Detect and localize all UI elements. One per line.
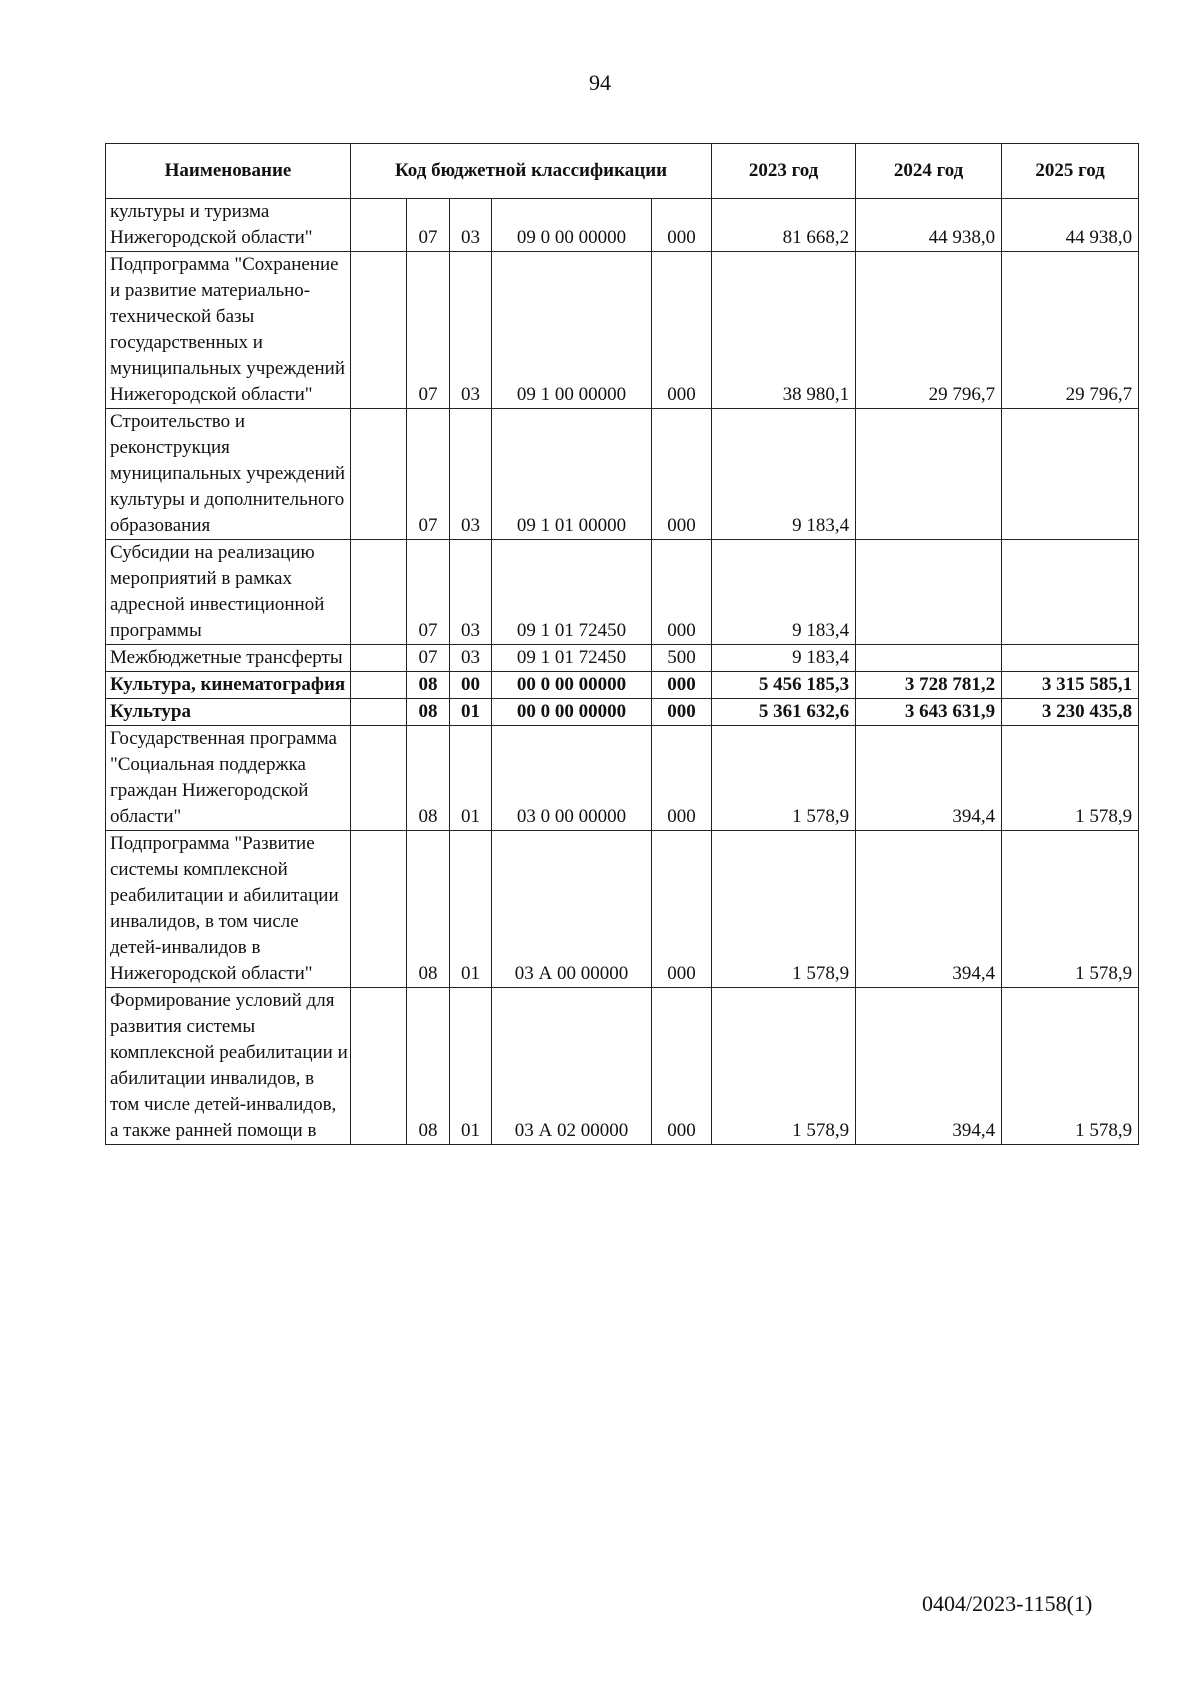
row-section: 07 [407, 199, 450, 252]
row-target: 00 0 00 00000 [492, 672, 652, 699]
row-code-blank [351, 672, 407, 699]
row-subsection: 01 [450, 988, 492, 1145]
row-2025: 44 938,0 [1002, 199, 1139, 252]
row-2023: 9 183,4 [712, 645, 856, 672]
row-name: Формирование условий для развития системы комплексной реабилитации и абилитации инвалидов, в том числе детей-инвалидов, а также ранней помощи в [106, 988, 351, 1145]
table-row [106, 726, 1139, 831]
row-2025 [1002, 409, 1139, 540]
header-2025: 2025 год [1002, 144, 1139, 199]
row-target: 03 0 00 00000 [492, 726, 652, 831]
row-expense-type: 500 [652, 645, 712, 672]
row-subsection: 01 [450, 726, 492, 831]
row-subsection: 00 [450, 672, 492, 699]
row-subsection: 03 [450, 645, 492, 672]
row-code-blank [351, 988, 407, 1145]
row-target: 09 0 00 00000 [492, 199, 652, 252]
row-code-blank [351, 831, 407, 988]
row-subsection: 01 [450, 831, 492, 988]
row-2023: 1 578,9 [712, 726, 856, 831]
row-2025: 1 578,9 [1002, 726, 1139, 831]
row-2024: 29 796,7 [856, 252, 1002, 409]
row-name: Культура, кинематография [106, 672, 351, 699]
row-subsection: 03 [450, 540, 492, 645]
row-2024: 394,4 [856, 831, 1002, 988]
row-target: 03 А 02 00000 [492, 988, 652, 1145]
row-name: Межбюджетные трансферты [106, 645, 351, 672]
row-expense-type: 000 [652, 409, 712, 540]
row-2025: 3 230 435,8 [1002, 699, 1139, 726]
row-section: 08 [407, 672, 450, 699]
page-number: 94 [589, 70, 611, 95]
row-section: 08 [407, 699, 450, 726]
table-row [106, 831, 1139, 988]
table-header-row [106, 144, 1139, 199]
row-code-blank [351, 726, 407, 831]
row-expense-type: 000 [652, 699, 712, 726]
row-name: Культура [106, 699, 351, 726]
row-name: Подпрограмма "Сохранение и развитие материально-технической базы государственных и муниципальных учреждений Нижегородской области" [106, 252, 351, 409]
row-code-blank [351, 199, 407, 252]
row-section: 07 [407, 645, 450, 672]
row-section: 08 [407, 726, 450, 831]
row-2024 [856, 645, 1002, 672]
row-subsection: 03 [450, 252, 492, 409]
row-2023: 38 980,1 [712, 252, 856, 409]
row-expense-type: 000 [652, 252, 712, 409]
header-2023: 2023 год [712, 144, 856, 199]
row-code-blank [351, 540, 407, 645]
table-row [106, 252, 1139, 409]
row-code-blank [351, 645, 407, 672]
row-target: 09 1 00 00000 [492, 252, 652, 409]
row-2023: 9 183,4 [712, 540, 856, 645]
row-2025: 29 796,7 [1002, 252, 1139, 409]
row-expense-type: 000 [652, 988, 712, 1145]
row-section: 08 [407, 988, 450, 1145]
row-section: 07 [407, 252, 450, 409]
row-2024: 394,4 [856, 726, 1002, 831]
row-expense-type: 000 [652, 672, 712, 699]
header-name: Наименование [106, 144, 351, 199]
row-2023: 1 578,9 [712, 831, 856, 988]
row-2025 [1002, 645, 1139, 672]
row-subsection: 03 [450, 409, 492, 540]
row-target: 09 1 01 72450 [492, 540, 652, 645]
header-code: Код бюджетной классификации [351, 144, 712, 199]
table-row [106, 645, 1139, 672]
row-target: 00 0 00 00000 [492, 699, 652, 726]
row-expense-type: 000 [652, 726, 712, 831]
row-name: Подпрограмма "Развитие системы комплексной реабилитации и абилитации инвалидов, в том числе детей-инвалидов в Нижегородской области" [106, 831, 351, 988]
row-expense-type: 000 [652, 831, 712, 988]
row-subsection: 03 [450, 199, 492, 252]
row-code-blank [351, 409, 407, 540]
document-code: 0404/2023-1158(1) [922, 1591, 1093, 1616]
row-2024: 3 728 781,2 [856, 672, 1002, 699]
header-2024: 2024 год [856, 144, 1002, 199]
row-2024: 3 643 631,9 [856, 699, 1002, 726]
row-2025 [1002, 540, 1139, 645]
row-name: Государственная программа "Социальная поддержка граждан Нижегородской области" [106, 726, 351, 831]
row-2023: 9 183,4 [712, 409, 856, 540]
row-2025: 1 578,9 [1002, 988, 1139, 1145]
row-section: 07 [407, 540, 450, 645]
row-2023: 5 456 185,3 [712, 672, 856, 699]
row-target: 09 1 01 00000 [492, 409, 652, 540]
table-row [106, 409, 1139, 540]
row-2023: 1 578,9 [712, 988, 856, 1145]
row-2024 [856, 409, 1002, 540]
row-2024: 44 938,0 [856, 199, 1002, 252]
row-2023: 5 361 632,6 [712, 699, 856, 726]
row-2024: 394,4 [856, 988, 1002, 1145]
row-expense-type: 000 [652, 199, 712, 252]
table-row [106, 199, 1139, 252]
row-code-blank [351, 252, 407, 409]
table-row [106, 672, 1139, 699]
table-row [106, 540, 1139, 645]
row-name: культуры и туризма Нижегородской области" [106, 199, 351, 252]
row-2025: 3 315 585,1 [1002, 672, 1139, 699]
row-section: 07 [407, 409, 450, 540]
row-name: Субсидии на реализацию мероприятий в рамках адресной инвестиционной программы [106, 540, 351, 645]
row-2024 [856, 540, 1002, 645]
row-expense-type: 000 [652, 540, 712, 645]
table-row [106, 988, 1139, 1145]
row-2025: 1 578,9 [1002, 831, 1139, 988]
row-subsection: 01 [450, 699, 492, 726]
row-name: Строительство и реконструкция муниципальных учреждений культуры и дополнительного образования [106, 409, 351, 540]
row-code-blank [351, 699, 407, 726]
row-2023: 81 668,2 [712, 199, 856, 252]
row-target: 03 А 00 00000 [492, 831, 652, 988]
budget-table [105, 143, 1139, 1145]
table-row [106, 699, 1139, 726]
row-section: 08 [407, 831, 450, 988]
row-target: 09 1 01 72450 [492, 645, 652, 672]
